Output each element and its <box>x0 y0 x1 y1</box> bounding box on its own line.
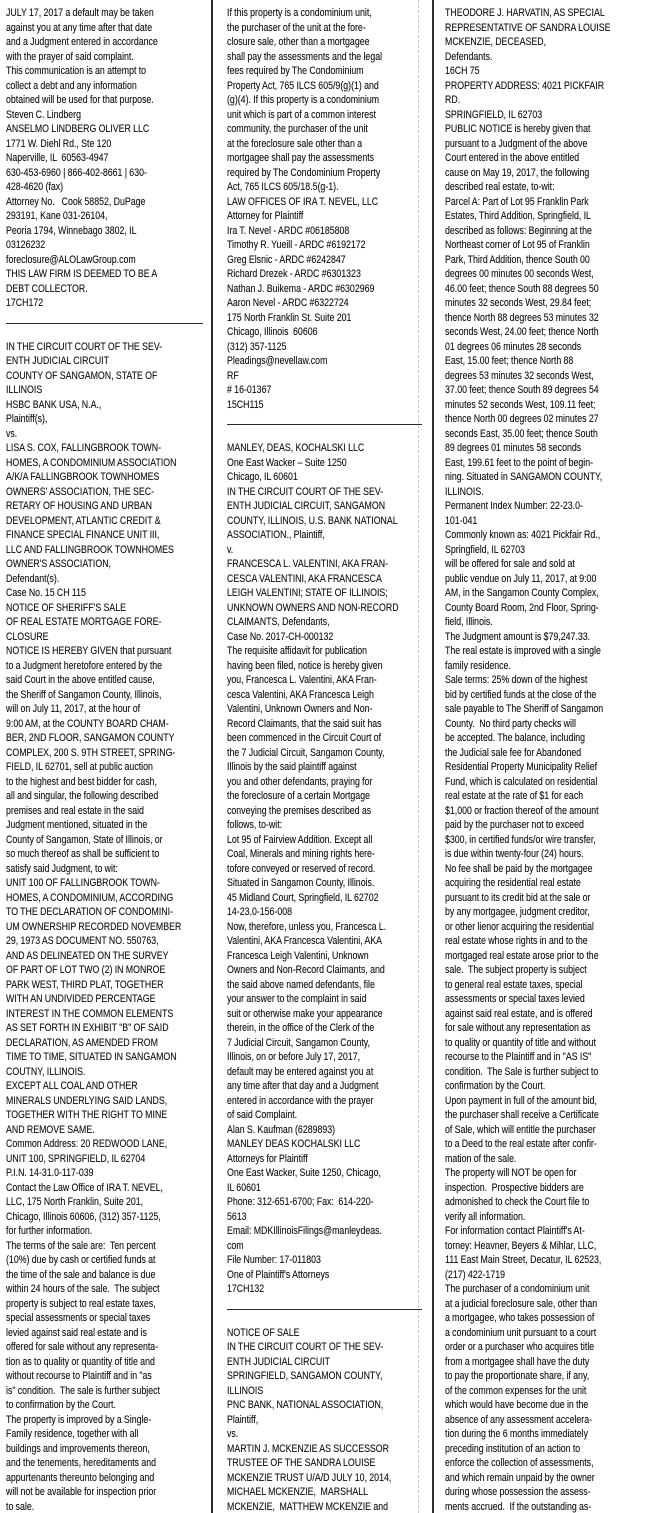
legal-notice-17ch132: MANLEY, DEAS, KOCHALSKI LLC One East Wacker – Suite 1250 Chicago, IL 60601 IN THE CIRCUIT COURT OF THE SEV- ENTH JUDICIAL CIRCUIT, SANGAMON COUNTY, ILLINOIS, U.S. BANK NATIONAL ASSOCIATION., Plaintiff, v. FRANCESCA L. VALENTINI, AKA FRAN- CESCA VALENTINI, AKA FRANCESCA LEIGH VALENTINI; STATE OF ILLINOIS; UNKNOWN OWNERS AND NON-RECORD CLAIMANTS, Defendants, Case No. 2017-CH-000132 The requisite affidavit for publication having been filed, notice is hereby given you, Francesca L. Valentini, AKA Fran- cesca Valentini, AKA Francesca Leigh Valentini, Unknown Owners and Non- Record Claimants, that the said suit has been commenced in the Circuit Court of the 7 Judicial Circuit, Sangamon County, Illinois by the said plaintiff against you and other defendants, praying for the foreclosure of a certain Mortgage conveying the premises described as follows, to-wit: Lot 95 of Fairview Addition. Except all Coal, Minerals and mining rights here- tofore conveyed or reserved of record. Situated in Sangamon County, Illinois. 45 Midland Court, Springfield, IL 62702 14-23.0-156-008 Now, therefore, unless you, Francesca L. Valentini, AKA Francesca Valentini, AKA Francesca Leigh Valentini, Unknown Owners and Non-Record Claimants, and the said above named defendants, file your answer to the complaint in said suit or otherwise make your appearance therein, in the office of the Clerk of the 7 Judicial Circuit, Sangamon County, Illinois, on or before July 17, 2017, default may be entered against you at any time after that day and a Judgment entered in accordance with the prayer of said Complaint. Alan S. Kaufman (6289893) MANLEY DEAS KOCHALSKI LLC Attorneys for Plaintiff One East Wacker, Suite 1250, Chicago, IL 60601 Phone: 312-651-6700; Fax: 614-220- 5613 Email: MDKIllinoisFilings@manleydeas. com File Number: 17-011803 One of Plaintiff's Attorneys 17CH132 <box>227 442 399 1295</box>
legal-notice-15ch115-continued: If this property is a condominium unit, the purchaser of the unit at the fore- closure sale, other than a mortgagee shall pay the assessments and the legal fees required by The Condominium Property Act, 765 ILCS 605/9(g)(1) and (g)(4). If this property is a condominium unit which is part of a common interest community, the purchaser of the unit at the foreclosure sale other than a mortgagee shall pay the assessments required by The Condominium Property Act, 765 ILCS 605/18.5(g-1). LAW OFFICES OF IRA T. NEVEL, LLC Attorney for Plaintiff Ira T. Nevel - ARDC #06185808 Timothy R. Yueill - ARDC #6192172 Greg Elsnic - ARDC #6242847 Richard Drezek - ARDC #6301323 Nathan J. Buikema - ARDC #6302969 Aaron Nevel - ARDC #6322724 175 North Franklin St. Suite 201 Chicago, Illinois 60606 (312) 357-1125 Pleadings@nevellaw.com RF # 16-01367 15CH115 <box>227 7 383 411</box>
column-center <box>213 0 432 1513</box>
legal-notice-15ch115-sheriff-sale: IN THE CIRCUIT COURT OF THE SEV- ENTH JUDICIAL CIRCUIT COUNTY OF SANGAMON, STATE OF ILLINOIS HSBC BANK USA, N.A., Plaintiff(s), vs. LISA S. COX, FALLINGBROOK TOWN- HOMES, A CONDOMINIUM ASSOCIATION A/K/A FALLINGBROOK TOWNHOMES OWNERS' ASSOCIATION, THE SEC- RETARY OF HOUSING AND URBAN DEVELOPMENT, ATLANTIC CREDIT & FINANCE SPECIAL FINANCE UNIT III, LLC AND FALLINGBROOK TOWNHOMES OWNER'S ASSOCIATION, Defendant(s). Case No. 15 CH 115 NOTICE OF SHERIFF'S SALE OF REAL ESTATE MORTGAGE FORE- CLOSURE NOTICE IS HEREBY GIVEN that pursuant to a Judgment heretofore entered by the said Court in the above entitled cause, the Sheriff of Sangamon County, Illinois, will on July 11, 2017, at the hour of 9:00 AM, at the COUNTY BOARD CHAM- BER, 2ND FLOOR, SANGAMON COUNTY COMPLEX, 200 S. 9TH STREET, SPRING- FIELD, IL 62701, sell at public auction to the highest and best bidder for cash, all and singular, the following described premises and real estate in the said Judgment mentioned, situated in the County of Sangamon, State of Illinois, or so much thereof as shall be sufficient to satisfy said Judgment, to wit: UNIT 100 OF FALLINGBROOK TOWN- HOMES, A CONDOMINIUM, ACCORDING TO THE DECLARATION OF CONDOMINI- UM OWNERSHIP RECORDED NOVEMBER 29, 1973 AS DOCUMENT NO. 550763, AND AS DELINEATED ON THE SURVEY OF PART OF LOT TWO (2) IN MONROE PARK WEST, THIRD PLAT, TOGETHER WITH AN UNDIVIDED PERCENTAGE INTEREST IN THE COMMON ELEMENTS AS SET FORTH IN EXHIBIT "B" OF SAID DECLARATION, AS AMENDED FROM TIME TO TIME, SITUATED IN SANGAMON COUTNY, ILLINOIS. EXCEPT ALL COAL AND OTHER MINERALS UNDERLYING SAID LANDS, TOGETHER WITH THE RIGHT TO MINE AND REMOVE SAME. Common Address: 20 REDWOOD LANE, UNIT 100, SPRINGFIELD, IL 62704 P.I.N. 14-31.0-117-039 Contact the Law Office of IRA T. NEVEL, LLC, 175 North Franklin, Suite 201, Chicago, Illinois 60606, (312) 357-1125, for further information. The terms of the sale are: Ten percent (10%) due by cash or certified funds at the time of the sale and balance is due within 24 hours of the sale. The subject property is subject to real estate taxes, special assessments or special taxes levied against said real estate and is offered for sale without any representa- tion as to quality or quantity of title and without recourse to Plaintiff and in "as is" condition. The sale is further subject to confirmation by the Court. The property is improved by a Single- Family residence, together with all buildings and improvements thereon, and the tenements, hereditaments and appurtenants thereunto belonging and will not be available for inspection prior to sale. <box>6 340 182 1513</box>
notice-divider <box>227 1309 422 1310</box>
notice-divider <box>6 323 203 324</box>
legal-notice-16ch75-notice-of-sale: NOTICE OF SALE IN THE CIRCUIT COURT OF THE SEV- ENTH JUDICIAL CIRCUIT SPRINGFIELD, SANGAMON COUNTY, ILLINOIS PNC BANK, NATIONAL ASSOCIATION, Plaintiff, vs. MARTIN J. MCKENZIE AS SUCCESSOR TRUSTEE OF THE SANDRA LOUISE MCKENZIE TRUST U/A/D JULY 10, 2014, MICHAEL MCKENZIE, MARSHALL MCKENZIE, MATTHEW MCKENZIE and <box>227 1326 392 1513</box>
legal-notice-16ch75-continued: THEODORE J. HARVATIN, AS SPECIAL REPRESENTATIVE OF SANDRA LOUISE MCKENZIE, DECEASED, Defendants. 16CH 75 PROPERTY ADDRESS: 4021 PICKFAIR RD. SPRINGFIELD, IL 62703 PUBLIC NOTICE is hereby given that pursuant to a Judgment of the above Court entered in the above entitled cause on May 19, 2017, the following described real estate, to-wit: Parcel A: Part of Lot 95 Franklin Park Estates, Third Addition, Springfield, IL described as follows: Beginning at the Northeast corner of Lot 95 of Franklin Park, Third Addition, thence South 00 degrees 00 minutes 00 seconds West, 46.00 feet; thence South 88 degrees 50 minutes 32 seconds West, 29.84 feet; thence North 88 degrees 53 minutes 32 seconds West, 24.00 feet; thence North 01 degrees 06 minutes 28 seconds East, 15.00 feet; thence North 88 degrees 53 minutes 32 seconds West, 37.00 feet; thence South 89 degrees 54 minutes 52 seconds West, 109.11 feet; thence North 00 degrees 02 minutes 27 seconds East, 35.00 feet; thence South 89 degrees 01 minutes 58 seconds East, 199.61 feet to the point of begin- ning. Situated in SANGAMON COUNTY, ILLINOIS. Permanent Index Number: 22-23.0- 101-041 Commonly known as: 4021 Pickfair Rd., Springfield, IL 62703 will be offered for sale and sold at public vendue on July 11, 2017, at 9:00 AM, in the Sangamon County Complex, County Board Room, 2nd Floor, Spring- field, Illinois. The Judgment amount is $79,247.33. The real estate is improved with a single family residence. Sale terms: 25% down of the highest bid by certified funds at the close of the sale payable to The Sheriff of Sangamon County. No third party checks will be accepted. The balance, including the Judicial sale fee for Abandoned Residential Property Municipality Relief Fund, which is calculated on residential real estate at the rate of $1 for each $1,000 or fraction thereof of the amount paid by the purchaser not to exceed $300, in certified funds/or wire transfer, is due within twenty-four (24) hours. No fee shall be paid by the mortgagee acquiring the residential real estate pursuant to its credit bid at the sale or by any mortgagee, judgment creditor, or other lienor acquiring the residential real estate whose rights in and to the mortgaged real estate arose prior to the sale. The subject property is subject to general real estate taxes, special assessments or special taxes levied against said real estate, and is offered for sale without any representation as to quality or quantity of title and without recourse to the Plaintiff and in "AS IS" condition. The Sale is further subject to confirmation by the Court. Upon payment in full of the amount bid, the purchaser shall receive a Certificate of Sale, which will entitle the purchaser to a Deed to the real estate after confir- mation of the sale. The property will NOT be open for inspection. Prospective bidders are admonished to check the Court file to verify all information. For information contact Plaintiff's At- torney: Heavner, Beyers & Mihlar, LLC, 111 East Main Street, Decatur, IL 62523, (217) 422-1719 The purchaser of a condominium unit at a judicial foreclosure sale, other than a mortgagee, who takes possession of a condominium unit pursuant to a court order or a purchaser who acquires title from a mortgagee shall have the duty to pay the proportionate share, if any, of the common expenses for the unit which would have become due in the absence of any assessment accelera- tion during the 6 months immediately preceding institution of an action to enforce the collection of assessments, and which remain unpaid by the owner during whose possession the assess- ments accrued. If the outstanding as- <box>445 7 611 1513</box>
notice-divider <box>227 424 422 425</box>
legal-notice-17ch172: JULY 17, 2017 a default may be taken against you at any time after that date and a Judgment entered in accordance with the prayer of said complaint. This communication is an attempt to collect a debt and any information obtained will be used for that purpose. Steven C. Lindberg ANSELMO LINDBERG OLIVER LLC 1771 W. Diehl Rd., Ste 120 Naperville, IL 60563-4947 630-453-6960 | 866-402-8661 | 630- 428-4620 (fax) Attorney No. Cook 58852, DuPage 293191, Kane 031-26104, Peoria 1794, Winnebago 3802, IL 03126232 foreclosure@ALOLawGroup.com THIS LAW FIRM IS DEEMED TO BE A DEBT COLLECTOR. 17CH172 <box>6 7 158 309</box>
column-right <box>434 0 646 1513</box>
column-left <box>0 0 211 1513</box>
